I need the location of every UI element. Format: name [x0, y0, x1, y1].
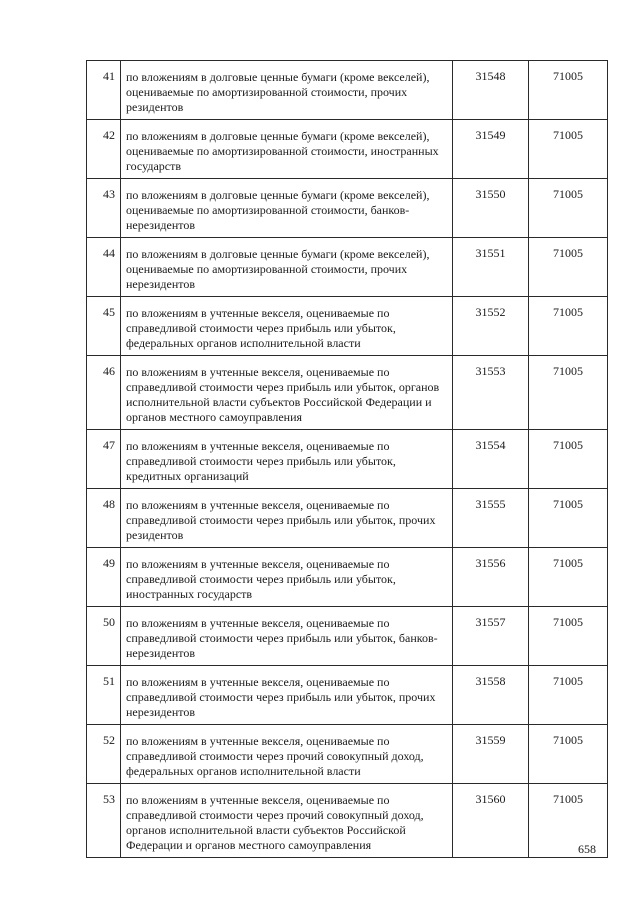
row-number: 49	[87, 548, 121, 607]
row-number: 43	[87, 179, 121, 238]
row-description: по вложениям в учтенные векселя, оцениваемые по справедливой стоимости через прочий совокупный доход, органов исполнительной власти субъектов Российской Федерации и органов местного самоуправления	[121, 784, 453, 858]
row-description: по вложениям в учтенные векселя, оцениваемые по справедливой стоимости через прибыль или убыток, федеральных органов исполнительной власти	[121, 297, 453, 356]
row-code-primary: 31558	[453, 666, 529, 725]
row-number: 53	[87, 784, 121, 858]
table-row	[87, 784, 608, 858]
row-number: 41	[87, 61, 121, 120]
row-description: по вложениям в долговые ценные бумаги (кроме векселей), оцениваемые по амортизированной стоимости, иностранных государств	[121, 120, 453, 179]
row-code-primary: 31553	[453, 356, 529, 430]
table-row	[87, 120, 608, 179]
row-code-secondary: 71005	[529, 489, 608, 548]
row-number: 47	[87, 430, 121, 489]
row-number: 44	[87, 238, 121, 297]
row-code-secondary: 71005	[529, 607, 608, 666]
row-number: 45	[87, 297, 121, 356]
row-code-secondary: 71005	[529, 238, 608, 297]
row-code-secondary: 71005	[529, 297, 608, 356]
row-description: по вложениям в долговые ценные бумаги (кроме векселей), оцениваемые по амортизированной стоимости, прочих резидентов	[121, 61, 453, 120]
row-code-secondary: 71005	[529, 356, 608, 430]
accounts-table	[86, 60, 608, 858]
row-number: 51	[87, 666, 121, 725]
page-number: 658	[578, 842, 596, 856]
row-number: 46	[87, 356, 121, 430]
row-code-secondary: 71005	[529, 61, 608, 120]
row-code-secondary: 71005	[529, 725, 608, 784]
row-code-primary: 31552	[453, 297, 529, 356]
row-description: по вложениям в учтенные векселя, оцениваемые по справедливой стоимости через прибыль или убыток, банков-нерезидентов	[121, 607, 453, 666]
table-row	[87, 297, 608, 356]
row-code-primary: 31548	[453, 61, 529, 120]
row-code-primary: 31550	[453, 179, 529, 238]
row-code-secondary: 71005	[529, 548, 608, 607]
table-row	[87, 489, 608, 548]
row-description: по вложениям в долговые ценные бумаги (кроме векселей), оцениваемые по амортизированной стоимости, банков-нерезидентов	[121, 179, 453, 238]
row-code-primary: 31560	[453, 784, 529, 858]
table-row	[87, 666, 608, 725]
row-number: 50	[87, 607, 121, 666]
table-row	[87, 179, 608, 238]
row-description: по вложениям в учтенные векселя, оцениваемые по справедливой стоимости через прибыль или убыток, кредитных организаций	[121, 430, 453, 489]
table-row	[87, 725, 608, 784]
table-row	[87, 548, 608, 607]
row-code-primary: 31551	[453, 238, 529, 297]
row-description: по вложениям в долговые ценные бумаги (кроме векселей), оцениваемые по амортизированной стоимости, прочих нерезидентов	[121, 238, 453, 297]
row-number: 42	[87, 120, 121, 179]
row-code-secondary: 71005	[529, 666, 608, 725]
row-code-primary: 31559	[453, 725, 529, 784]
row-number: 52	[87, 725, 121, 784]
table-row	[87, 430, 608, 489]
row-description: по вложениям в учтенные векселя, оцениваемые по справедливой стоимости через прибыль или убыток, иностранных государств	[121, 548, 453, 607]
table-row	[87, 607, 608, 666]
row-code-primary: 31554	[453, 430, 529, 489]
row-description: по вложениям в учтенные векселя, оцениваемые по справедливой стоимости через прибыль или убыток, органов исполнительной власти субъектов Российской Федерации и органов местного самоуправления	[121, 356, 453, 430]
row-description: по вложениям в учтенные векселя, оцениваемые по справедливой стоимости через прибыль или убыток, прочих резидентов	[121, 489, 453, 548]
table-row	[87, 356, 608, 430]
row-code-primary: 31556	[453, 548, 529, 607]
row-number: 48	[87, 489, 121, 548]
row-code-primary: 31557	[453, 607, 529, 666]
row-description: по вложениям в учтенные векселя, оцениваемые по справедливой стоимости через прочий совокупный доход, федеральных органов исполнительной власти	[121, 725, 453, 784]
table-row	[87, 61, 608, 120]
row-code-primary: 31555	[453, 489, 529, 548]
table-row	[87, 238, 608, 297]
row-code-secondary: 71005	[529, 120, 608, 179]
row-code-secondary: 71005	[529, 430, 608, 489]
row-description: по вложениям в учтенные векселя, оцениваемые по справедливой стоимости через прибыль или убыток, прочих нерезидентов	[121, 666, 453, 725]
row-code-secondary: 71005	[529, 179, 608, 238]
row-code-secondary: 71005	[529, 784, 608, 858]
row-code-primary: 31549	[453, 120, 529, 179]
